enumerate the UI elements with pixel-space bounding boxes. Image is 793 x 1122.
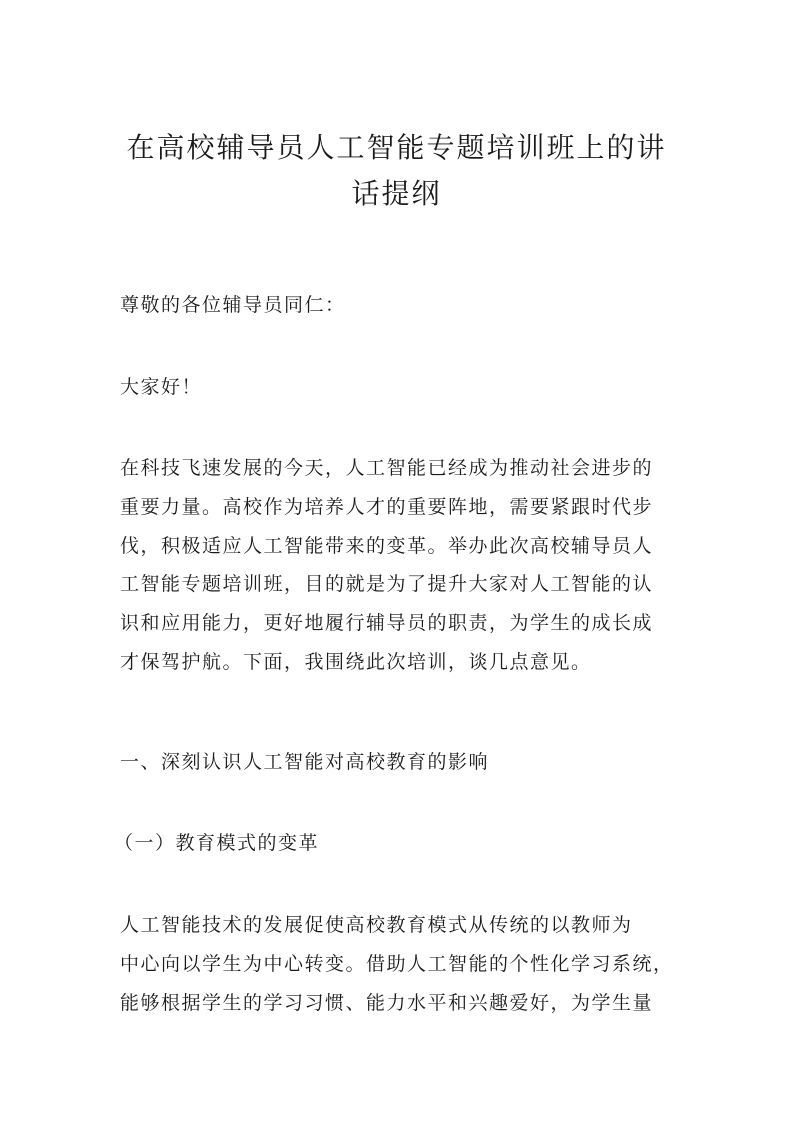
subsection-heading: （一）教育模式的变革 bbox=[114, 832, 320, 854]
paragraph-line: 伐，积极适应人工智能带来的变革。举办此次高校辅导员人 bbox=[120, 534, 654, 557]
paragraph-line: 识和应用能力，更好地履行辅导员的职责，为学生的成长成 bbox=[120, 612, 654, 635]
paragraph-line: 人工智能技术的发展促使高校教育模式从传统的以教师为 bbox=[120, 914, 633, 936]
paragraph-line: 在科技飞速发展的今天，人工智能已经成为推动社会进步的 bbox=[120, 457, 654, 479]
paragraph-line: 工智能专题培训班，目的就是为了提升大家对人工智能的认 bbox=[120, 573, 654, 596]
salutation: 尊敬的各位辅导员同仁： bbox=[120, 294, 346, 316]
body-paragraph bbox=[120, 906, 680, 1022]
paragraph-line: 才保驾护航。下面，我围绕此次培训，谈几点意见。 bbox=[120, 650, 592, 673]
document-title-line-1: 在高校辅导员人工智能专题培训班上的讲 bbox=[126, 131, 667, 164]
document-title-line-2: 话提纲 bbox=[351, 177, 442, 210]
section-heading: 一、深刻认识人工智能对高校教育的影响 bbox=[120, 751, 490, 773]
paragraph-line: 能够根据学生的学习习惯、能力水平和兴趣爱好，为学生量 bbox=[120, 991, 654, 1014]
intro-paragraph bbox=[120, 449, 680, 682]
greeting: 大家好！ bbox=[120, 376, 203, 398]
paragraph-line: 中心向以学生为中心转变。借助人工智能的个性化学习系统， bbox=[120, 952, 674, 975]
paragraph-line: 重要力量。高校作为培养人才的重要阵地，需要紧跟时代步 bbox=[120, 495, 654, 518]
